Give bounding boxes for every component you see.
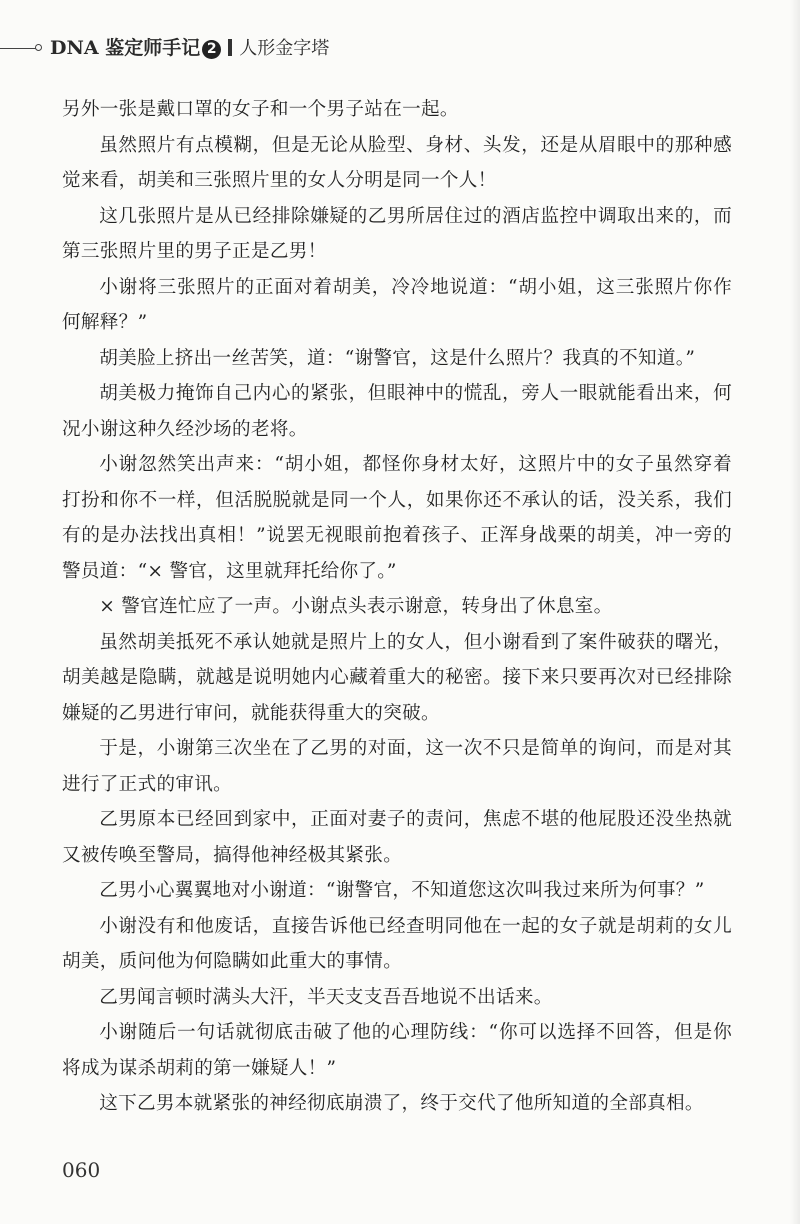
header-rule [0, 48, 36, 49]
book-title: DNA 鉴定师手记 [50, 37, 201, 59]
paragraph: 小谢将三张照片的正面对着胡美，冷冷地说道：“胡小姐，这三张照片你作何解释？” [62, 276, 732, 333]
header-text [50, 35, 329, 62]
running-header [0, 28, 800, 68]
book-subtitle: 人形金字塔 [239, 38, 330, 59]
page-body [62, 92, 732, 1122]
paragraph: 另外一张是戴口罩的女子和一个男子站在一起。 [62, 99, 459, 120]
paragraph: × 警官连忙应了一声。小谢点头表示谢意，转身出了休息室。 [99, 596, 613, 617]
paragraph: 乙男小心翼翼地对小谢道：“谢警官，不知道您这次叫我过来所为何事？” [99, 880, 705, 901]
paragraph: 胡美极力掩饰自己内心的紧张，但眼神中的慌乱，旁人一眼就能看出来，何况小谢这种久经沙场的老将。 [62, 383, 732, 440]
paragraph: 小谢忽然笑出声来：“胡小姐，都怪你身材太好，这照片中的女子虽然穿着打扮和你不一样，但活脱脱就是同一个人，如果你还不承认的话，没关系，我们有的是办法找出真相！”说罢无视眼前抱着孩子、正浑身战栗的胡美，冲一旁的警员道：“× 警官，这里就拜托给你了。” [62, 454, 732, 582]
paragraph: 小谢没有和他废话，直接告诉他已经查明同他在一起的女子就是胡莉的女儿胡美，质问他为何隐瞒如此重大的事情。 [62, 915, 732, 972]
volume-badge: 2 [202, 40, 221, 59]
header-separator-bar [228, 39, 232, 56]
page-gutter-shadow [790, 0, 800, 1224]
paragraph: 于是，小谢第三次坐在了乙男的对面，这一次不只是简单的询问，而是对其进行了正式的审讯。 [62, 738, 732, 795]
paragraph: 这几张照片是从已经排除嫌疑的乙男所居住过的酒店监控中调取出来的，而第三张照片里的男子正是乙男！ [62, 205, 732, 262]
header-circle-ornament [35, 44, 42, 51]
paragraph: 乙男闻言顿时满头大汗，半天支支吾吾地说不出话来。 [99, 986, 553, 1008]
page-number: 060 [62, 1158, 101, 1182]
paragraph: 乙男原本已经回到家中，正面对妻子的责问，焦虑不堪的他屁股还没坐热就又被传唤至警局，搞得他神经极其紧张。 [62, 809, 732, 866]
paragraph: 虽然胡美抵死不承认她就是照片上的女人，但小谢看到了案件破获的曙光，胡美越是隐瞒，就越是说明她内心藏着重大的秘密。接下来只要再次对已经排除嫌疑的乙男进行审问，就能获得重大的突破。 [62, 631, 732, 724]
paragraph: 这下乙男本就紧张的神经彻底崩溃了，终于交代了他所知道的全部真相。 [99, 1093, 704, 1114]
paragraph: 虽然照片有点模糊，但是无论从脸型、身材、头发，还是从眉眼中的那种感觉来看，胡美和三张照片里的女人分明是同一个人！ [62, 134, 732, 191]
paragraph: 胡美脸上挤出一丝苦笑，道：“谢警官，这是什么照片？我真的不知道。” [99, 347, 696, 369]
paragraph: 小谢随后一句话就彻底击破了他的心理防线：“你可以选择不回答，但是你将成为谋杀胡莉的第一嫌疑人！” [62, 1022, 732, 1079]
